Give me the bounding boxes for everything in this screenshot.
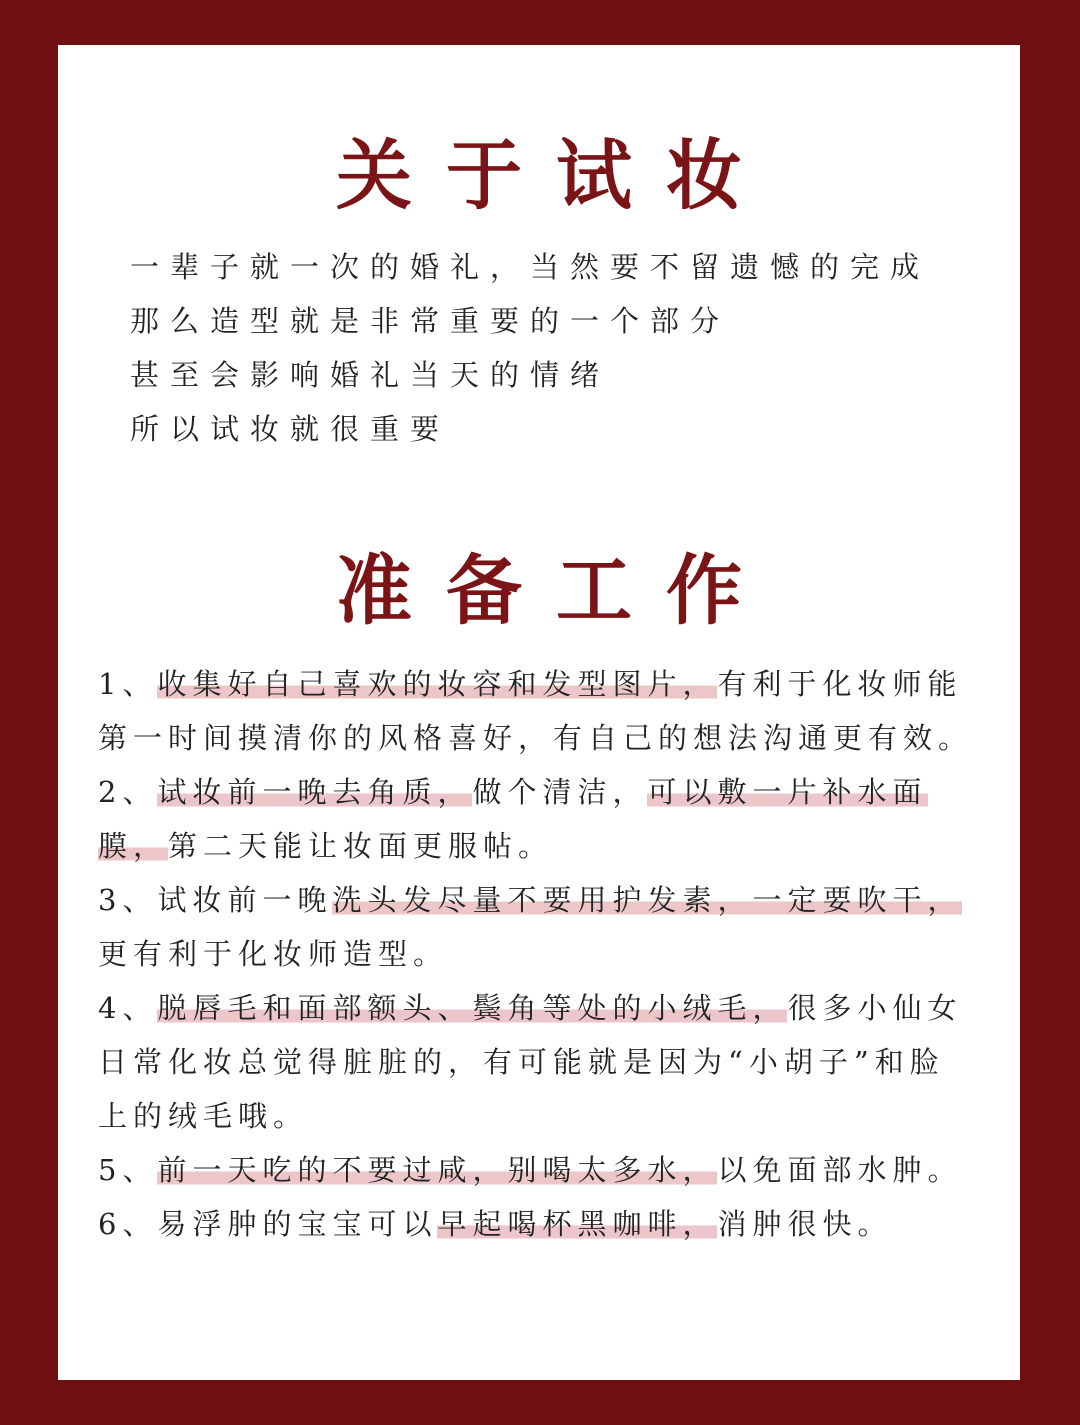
- content-card: [58, 45, 1020, 1380]
- highlighted-text: 可以敷一片补水面膜，: [98, 775, 928, 863]
- tip-text: 有利于化妆师能第一时间摸清你的风格喜好，有自己的想法沟通更有效。: [98, 667, 974, 755]
- tip-number: 5、: [98, 1153, 158, 1187]
- highlighted-text: 收集好自己喜欢的妆容和发型图片，: [157, 667, 718, 701]
- tip-text: 第二天能让妆面更服帖。: [168, 829, 554, 863]
- tip-text: 试妆前一晚: [157, 883, 333, 917]
- tip-number: 4、: [98, 991, 158, 1025]
- tip-text: 很多小仙女日常化妆总觉得脏脏的，有可能就是因为“小胡子”和脸上的绒毛哦。: [98, 991, 963, 1133]
- intro-paragraph: [130, 240, 990, 456]
- highlighted-text: 脱唇毛和面部额头、鬓角等处的小绒毛，: [157, 991, 788, 1025]
- tip-text: 做个清洁，: [472, 775, 648, 809]
- tip-item: [98, 1197, 978, 1251]
- section-title: 准备工作: [336, 546, 776, 635]
- highlighted-text: 前一天吃的不要过咸，别喝太多水，: [157, 1153, 718, 1187]
- highlighted-text: 试妆前一晚去角质，: [157, 775, 473, 809]
- intro-line: 所以试妆就很重要: [130, 412, 451, 446]
- tip-item: [98, 873, 978, 981]
- tip-number: 2、: [98, 775, 158, 809]
- tip-number: 3、: [98, 883, 158, 917]
- intro-line: 甚至会影响婚礼当天的情绪: [130, 358, 611, 392]
- tip-item: [98, 1143, 978, 1197]
- tip-text: 以免面部水肿。: [717, 1153, 963, 1187]
- tip-number: 6、: [98, 1207, 158, 1241]
- tip-text: 易浮肿的宝宝可以: [157, 1207, 438, 1241]
- tip-text: 消肿很快。: [717, 1207, 893, 1241]
- highlighted-text: 早起喝杯黑咖啡，: [437, 1207, 718, 1241]
- tip-item: [98, 765, 978, 873]
- tip-number: 1、: [98, 667, 158, 701]
- highlighted-text: 洗头发尽量不要用护发素，一定要吹干，: [332, 883, 963, 917]
- tip-text: 更有利于化妆师造型。: [98, 937, 449, 971]
- intro-line: 那么造型就是非常重要的一个部分: [130, 304, 731, 338]
- intro-line: 一辈子就一次的婚礼，当然要不留遗憾的完成: [130, 250, 931, 284]
- page-title: 关于试妆: [336, 131, 776, 220]
- tips-list: [98, 657, 978, 1251]
- tip-item: [98, 657, 978, 765]
- tip-item: [98, 981, 978, 1143]
